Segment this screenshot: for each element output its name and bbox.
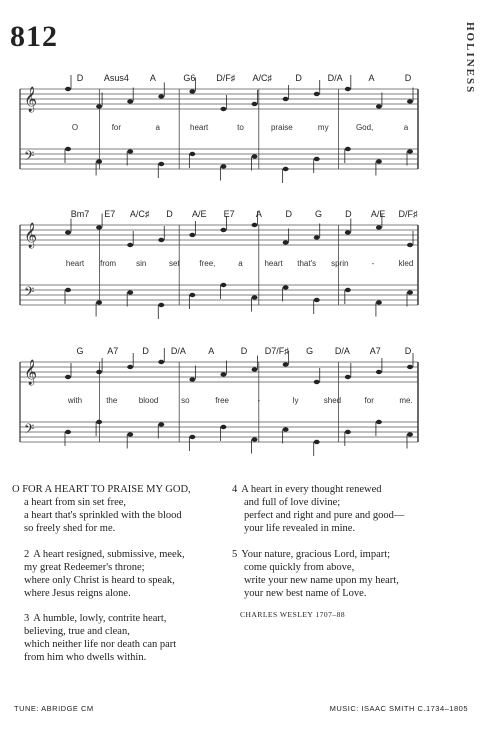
notehead xyxy=(345,430,351,434)
verse-5-line-4: your new best name of Love. xyxy=(244,588,367,599)
notehead xyxy=(314,440,320,444)
chord-symbol: D xyxy=(345,209,352,219)
notehead xyxy=(407,365,413,369)
chord-symbol: A7 xyxy=(369,346,381,356)
verse-5-line-2: come quickly from above, xyxy=(244,562,355,573)
verse-4-line-4: your life revealed in mine. xyxy=(244,523,356,534)
lyric-word: O xyxy=(71,123,79,132)
notehead xyxy=(407,149,413,153)
chord-symbol: A7 xyxy=(107,346,119,356)
lyric-word: that's xyxy=(297,259,317,268)
verse-3-line-2: believing, true and clean, xyxy=(24,626,130,637)
notehead xyxy=(283,285,289,289)
verse-2-line-2: my great Redeemer's throne; xyxy=(24,562,145,573)
treble-clef-icon: 𝄞 xyxy=(24,223,38,248)
notehead xyxy=(220,164,226,168)
chord-symbol: G xyxy=(315,209,323,219)
bass-clef-icon: 𝄢 xyxy=(24,284,35,303)
chord-symbol: D xyxy=(76,73,84,83)
notehead xyxy=(314,380,320,384)
chord-symbol: D/A xyxy=(170,346,186,356)
lyric-word: a xyxy=(155,123,160,132)
notehead xyxy=(158,162,164,166)
notehead xyxy=(376,420,382,424)
author-credit: CHARLES WESLEY 1707–88 xyxy=(240,610,346,619)
music-credit: MUSIC: ISAAC SMITH C.1734–1805 xyxy=(329,704,468,713)
chord-symbol: G xyxy=(306,346,314,356)
notehead xyxy=(220,425,226,429)
verse-5-line-1: Your nature, gracious Lord, impart; xyxy=(241,549,391,560)
verse-1-line-3: a heart that's sprinkled with the blood xyxy=(24,510,182,521)
notehead xyxy=(314,298,320,302)
chord-symbol: G6 xyxy=(183,73,196,83)
notehead xyxy=(376,370,382,374)
section-label: HOLINESS xyxy=(464,22,476,95)
lyric-word: - xyxy=(371,259,375,268)
lyric-word: so xyxy=(181,396,190,405)
notehead xyxy=(345,147,351,151)
lyric-word: free xyxy=(215,396,230,405)
chord-symbol: D/A xyxy=(327,73,343,83)
treble-clef-icon: 𝄞 xyxy=(24,360,38,385)
notehead xyxy=(65,230,71,234)
notehead xyxy=(65,288,71,292)
verse-4 xyxy=(232,483,404,535)
notehead xyxy=(314,157,320,161)
verse-1-line-4: so freely shed for me. xyxy=(24,523,116,534)
lyric-word: with xyxy=(67,396,83,405)
verse-1 xyxy=(12,483,191,535)
music-score xyxy=(0,55,480,465)
chord-symbol: D xyxy=(404,346,412,356)
verse-3-line-3: which neither life nor death can part xyxy=(24,639,177,650)
notehead xyxy=(220,283,226,287)
notehead xyxy=(376,225,382,229)
notehead xyxy=(65,375,71,379)
chord-symbol: Asus4 xyxy=(103,73,129,83)
notehead xyxy=(127,432,133,436)
notehead xyxy=(158,303,164,307)
notehead xyxy=(252,367,258,371)
chord-symbol: A/E xyxy=(370,209,386,219)
notehead xyxy=(345,288,351,292)
chord-symbol: D xyxy=(285,209,292,219)
lyric-word: to xyxy=(237,123,244,132)
verse-2-line-4: where Jesus reigns alone. xyxy=(24,588,131,599)
verse-4-line-2: and full of love divine; xyxy=(244,497,341,508)
lyric-word: a xyxy=(403,123,409,132)
lyric-word: for xyxy=(111,123,122,132)
verse-5-number: 5 xyxy=(232,549,238,560)
notehead xyxy=(96,225,102,229)
lyric-word: kled xyxy=(398,259,414,268)
notehead xyxy=(189,293,195,297)
lyric-word: - xyxy=(257,396,261,405)
bass-clef-icon: 𝄢 xyxy=(24,421,35,440)
notehead xyxy=(96,420,102,424)
treble-clef-icon: 𝄞 xyxy=(24,87,38,112)
verse-2-number: 2 xyxy=(24,549,30,560)
notehead xyxy=(96,300,102,304)
notehead xyxy=(158,238,164,242)
notehead xyxy=(220,107,226,111)
chord-symbol: D/F♯ xyxy=(398,209,418,219)
notehead xyxy=(220,372,226,376)
notehead xyxy=(345,230,351,234)
lyric-word: shed xyxy=(323,396,342,405)
notehead xyxy=(376,300,382,304)
lyric-word: free, xyxy=(199,259,216,268)
notehead xyxy=(65,147,71,151)
notehead xyxy=(65,430,71,434)
chord-symbol: A xyxy=(255,209,262,219)
notehead xyxy=(345,375,351,379)
lyric-word: heart xyxy=(190,123,209,132)
chord-symbol: A/E xyxy=(192,209,207,219)
notehead xyxy=(127,365,133,369)
notehead xyxy=(96,370,102,374)
verse-4-line-1: A heart in every thought renewed xyxy=(241,484,382,495)
chord-symbol: A xyxy=(208,346,215,356)
chord-symbol: A xyxy=(149,73,156,83)
chord-symbol: D xyxy=(166,209,173,219)
notehead xyxy=(283,97,289,101)
notehead xyxy=(252,223,258,227)
notehead xyxy=(65,87,71,91)
lyric-word: from xyxy=(100,259,117,268)
lyric-word: praise xyxy=(270,123,293,132)
notehead xyxy=(283,362,289,366)
hymn-number: 812 xyxy=(10,20,58,53)
verse-3 xyxy=(12,612,176,664)
notehead xyxy=(189,377,195,381)
notehead xyxy=(158,360,164,364)
notehead xyxy=(189,435,195,439)
chord-symbol: A/C♯ xyxy=(252,73,272,83)
notehead xyxy=(189,152,195,156)
chord-symbol: A/C♯ xyxy=(129,209,150,219)
chord-symbol: D7/F♯ xyxy=(264,346,289,356)
notehead xyxy=(220,228,226,232)
lyric-word: me. xyxy=(399,396,413,405)
verse-4-number: 4 xyxy=(232,484,238,495)
notehead xyxy=(127,290,133,294)
lyric-word: ly xyxy=(292,396,299,405)
notehead xyxy=(252,295,258,299)
verse-4-line-3: perfect and right and pure and good— xyxy=(244,510,405,521)
notehead xyxy=(252,437,258,441)
notehead xyxy=(96,159,102,163)
verse-1-line-1: O FOR A HEART TO PRAISE MY GOD, xyxy=(12,484,191,495)
verse-5 xyxy=(232,548,399,600)
notehead xyxy=(376,159,382,163)
notehead xyxy=(314,235,320,239)
notehead xyxy=(252,154,258,158)
lyric-word: my xyxy=(317,123,329,132)
chord-symbol: E7 xyxy=(104,209,116,219)
notehead xyxy=(314,92,320,96)
lyric-word: for xyxy=(364,396,374,405)
chord-symbol: G xyxy=(76,346,84,356)
notehead xyxy=(158,422,164,426)
notehead xyxy=(407,290,413,294)
notehead xyxy=(189,89,195,93)
verse-1-line-2: a heart from sin set free, xyxy=(24,497,127,508)
chord-symbol: D xyxy=(295,73,302,83)
chord-symbol: D xyxy=(240,346,248,356)
lyric-word: God, xyxy=(355,123,374,132)
notehead xyxy=(376,104,382,108)
chord-symbol: D/A xyxy=(334,346,350,356)
verse-2-line-3: where only Christ is heard to speak, xyxy=(24,575,175,586)
chord-symbol: E7 xyxy=(223,209,235,219)
lyric-word: the xyxy=(106,396,118,405)
lyric-word: sin xyxy=(136,259,147,268)
chord-symbol: D/F♯ xyxy=(216,73,236,83)
notehead xyxy=(407,432,413,436)
notehead xyxy=(127,243,133,247)
lyric-word: heart xyxy=(264,259,283,268)
notehead xyxy=(127,149,133,153)
chord-symbol: D xyxy=(404,73,412,83)
lyric-word: set xyxy=(168,259,180,268)
notehead xyxy=(127,99,133,103)
chord-symbol: D xyxy=(142,346,149,356)
notehead xyxy=(158,94,164,98)
verse-3-line-1: A humble, lowly, contrite heart, xyxy=(33,613,167,624)
notehead xyxy=(345,87,351,91)
notehead xyxy=(283,240,289,244)
lyric-word: heart xyxy=(65,259,85,268)
lyric-word: a xyxy=(238,259,243,268)
verse-3-line-4: from him who dwells within. xyxy=(24,652,147,663)
tune-credit: TUNE: ABRIDGE CM xyxy=(14,704,94,713)
notehead xyxy=(283,167,289,171)
lyric-word: blood xyxy=(138,396,159,405)
notehead xyxy=(189,233,195,237)
lyric-word: sprin xyxy=(331,259,349,268)
notehead xyxy=(407,243,413,247)
verse-3-number: 3 xyxy=(24,613,30,624)
chord-symbol: Bm7 xyxy=(70,209,90,219)
notehead xyxy=(252,102,258,106)
notehead xyxy=(96,104,102,108)
notehead xyxy=(407,99,413,103)
verse-5-line-3: write your new name upon my heart, xyxy=(244,575,399,586)
verse-2 xyxy=(12,548,185,600)
chord-symbol: A xyxy=(368,73,375,83)
notehead xyxy=(283,427,289,431)
verse-2-line-1: A heart resigned, submissive, meek, xyxy=(33,549,185,560)
bass-clef-icon: 𝄢 xyxy=(24,148,35,167)
